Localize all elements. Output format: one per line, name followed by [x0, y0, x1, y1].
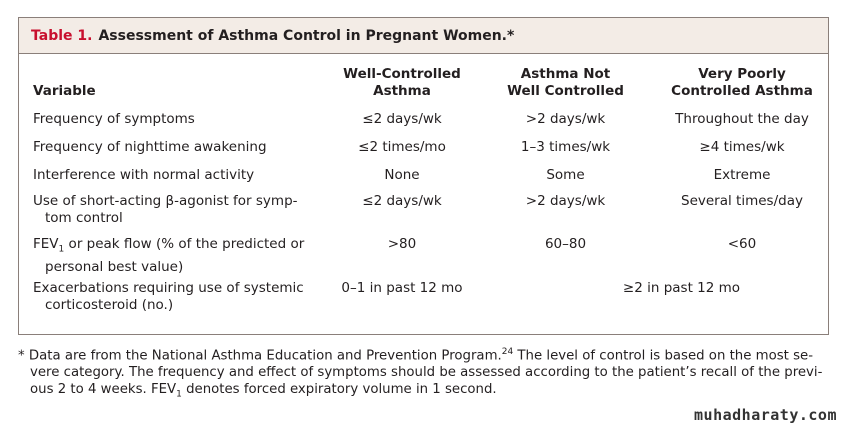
row-value: >2 days/wk [525, 193, 606, 209]
row-value: <60 [727, 236, 757, 252]
header-variable: Variable [33, 83, 96, 99]
row-value: ≤2 days/wk [362, 193, 442, 209]
row-value: 0–1 in past 12 mo [341, 280, 463, 296]
table-title: Assessment of Asthma Control in Pregnant Women.* [98, 27, 515, 44]
header-well-controlled: Well-Controlled Asthma [343, 66, 461, 99]
row-value: 60–80 [544, 236, 587, 252]
row-value: ≥2 in past 12 mo [622, 280, 741, 296]
row-value: 1–3 times/wk [520, 139, 611, 155]
table-row [19, 162, 828, 188]
row-value: ≤2 times/mo [358, 139, 446, 155]
row-variable: $FEV_1$ or peak flow (% of the predicted or personal best value) [33, 236, 305, 275]
row-value: Extreme [713, 167, 771, 183]
row-value: >2 days/wk [525, 111, 606, 127]
table-label: Table 1. [31, 27, 93, 44]
row-value: ≥4 times/wk [699, 139, 785, 155]
header-not-well-controlled: Asthma Not Well Controlled [507, 66, 624, 99]
table-row [19, 232, 828, 276]
row-value: >80 [387, 236, 417, 252]
table-title-bar [19, 18, 828, 54]
table-row [19, 188, 828, 232]
footnote: * Data are from the National Asthma Education and Prevention Program.$^{24}$ The level of control is based on the most se-vere category. The frequency and effect of symptoms should be assessed according to the patient’s recall of the previ-ous 2 to 4 weeks. $FEV_1$ denotes forced expiratory volume in 1 second. [18, 347, 823, 401]
row-variable: Exacerbations requiring use of systemic corticosteroid (no.) [33, 280, 304, 313]
row-value: None [384, 167, 420, 183]
table-row [19, 276, 828, 320]
header-very-poorly-controlled: Very Poorly Controlled Asthma [671, 66, 813, 99]
row-variable: Interference with normal activity [33, 167, 255, 183]
table-row [19, 106, 828, 134]
row-variable: Frequency of symptoms [33, 111, 195, 127]
asthma-table [19, 54, 828, 320]
table-row [19, 134, 828, 162]
row-value: ≤2 days/wk [362, 111, 442, 127]
row-value: Throughout the day [675, 111, 809, 127]
row-value: Several times/day [681, 193, 803, 209]
watermark: muhadharaty.com [694, 406, 837, 424]
table-container [18, 17, 829, 335]
row-variable: Use of short-acting β-agonist for symp- tom control [33, 193, 298, 226]
row-variable: Frequency of nighttime awakening [33, 139, 267, 155]
row-value: Some [546, 167, 585, 183]
